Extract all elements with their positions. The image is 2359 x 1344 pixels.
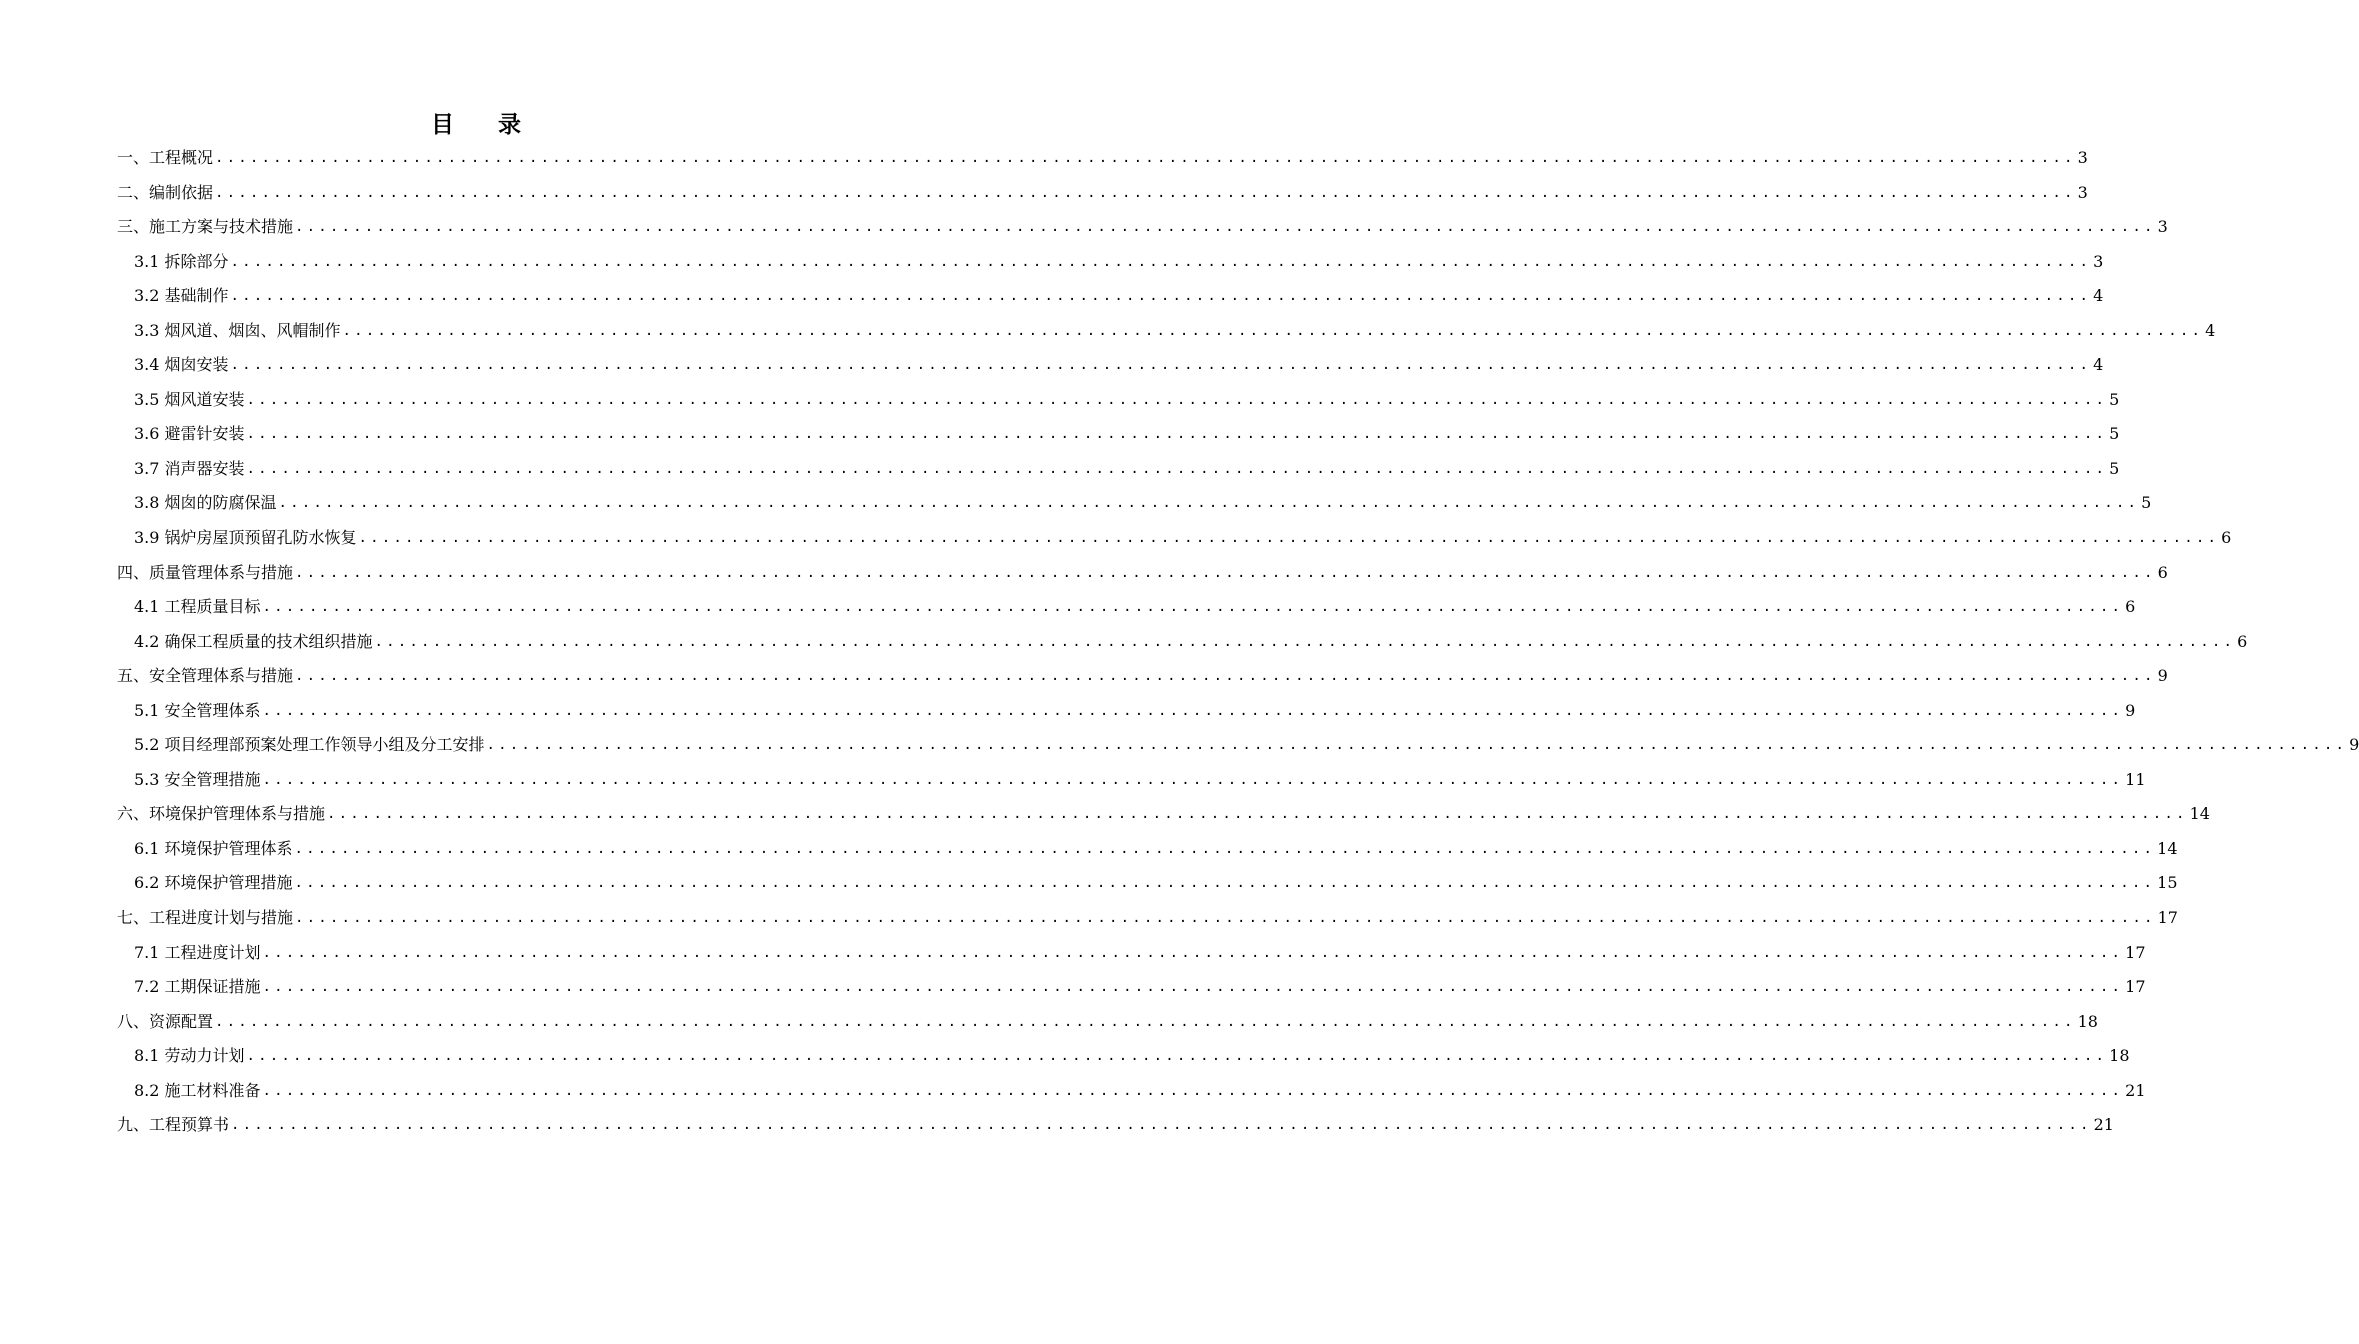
toc-entry-page-number: 9 bbox=[2125, 700, 2136, 720]
toc-entry[interactable] bbox=[117, 1074, 2146, 1109]
toc-dot-leader: ................................................................................................................................................................ bbox=[230, 253, 2092, 270]
toc-dot-leader: ................................................................................................................................................................ bbox=[246, 391, 2108, 408]
toc-entry[interactable] bbox=[117, 314, 2216, 349]
toc-dot-leader: ................................................................................................................................................................ bbox=[358, 530, 2220, 547]
toc-entry-page-number: 6 bbox=[2125, 597, 2136, 617]
toc-entry-page-number: 14 bbox=[2189, 804, 2210, 824]
toc-entry-page-number: 5 bbox=[2141, 493, 2152, 513]
toc-dot-leader: ................................................................................................................................................................ bbox=[231, 1117, 2092, 1134]
toc-entry-label: 6.1 环境保护管理体系 bbox=[134, 838, 293, 858]
toc-entry-page-number: 6 bbox=[2237, 631, 2248, 651]
toc-entry-page-number: 18 bbox=[2109, 1046, 2130, 1066]
toc-entry-page-number: 3 bbox=[2077, 148, 2088, 167]
toc-entry[interactable] bbox=[117, 901, 2178, 936]
toc-entry-page-number: 9 bbox=[2157, 666, 2168, 686]
toc-entry[interactable] bbox=[117, 279, 2104, 314]
toc-entry-page-number: 11 bbox=[2125, 769, 2146, 789]
toc-entry[interactable] bbox=[117, 832, 2178, 867]
toc-entry-label: 8.2 施工材料准备 bbox=[134, 1080, 261, 1100]
toc-dot-leader: ................................................................................................................................................................ bbox=[215, 184, 2076, 201]
toc-dot-leader: ................................................................................................................................................................ bbox=[262, 1082, 2124, 1099]
toc-dot-leader: ................................................................................................................................................................ bbox=[295, 564, 2156, 581]
toc-entry-label: 五、安全管理体系与措施 bbox=[117, 666, 294, 686]
toc-entry[interactable] bbox=[117, 486, 2152, 521]
toc-entry-label: 六、环境保护管理体系与措施 bbox=[117, 804, 326, 824]
toc-entry[interactable] bbox=[117, 1039, 2130, 1074]
toc-entry-page-number: 18 bbox=[2077, 1011, 2098, 1031]
toc-entry-page-number: 3 bbox=[2093, 251, 2104, 271]
toc-entry[interactable] bbox=[117, 1108, 2114, 1143]
toc-entry[interactable] bbox=[117, 521, 2232, 556]
toc-dot-leader: ................................................................................................................................................................ bbox=[230, 357, 2092, 374]
toc-entry-label: 3.1 拆除部分 bbox=[134, 251, 229, 271]
toc-entry-label: 5.3 安全管理措施 bbox=[134, 769, 261, 789]
toc-entry-label: 3.8 烟囱的防腐保温 bbox=[134, 493, 277, 513]
toc-entry-page-number: 5 bbox=[2109, 424, 2120, 444]
toc-entry-page-number: 14 bbox=[2157, 838, 2178, 858]
toc-entry-label: 6.2 环境保护管理措施 bbox=[134, 873, 293, 893]
toc-dot-leader: ................................................................................................................................................................ bbox=[342, 322, 2204, 339]
toc-dot-leader: ................................................................................................................................................................ bbox=[374, 633, 2236, 650]
toc-entry-page-number: 6 bbox=[2157, 562, 2168, 582]
toc-entry-label: 一、工程概况 bbox=[117, 148, 214, 167]
toc-entry[interactable] bbox=[117, 210, 2168, 245]
toc-entry[interactable] bbox=[117, 936, 2146, 971]
toc-dot-leader: ................................................................................................................................................................ bbox=[262, 979, 2124, 996]
toc-entry[interactable] bbox=[117, 625, 2248, 660]
toc-entry-label: 5.2 项目经理部预案处理工作领导小组及分工安排 bbox=[134, 735, 485, 755]
toc-dot-leader: ................................................................................................................................................................ bbox=[215, 150, 2076, 166]
toc-dot-leader: ................................................................................................................................................................ bbox=[295, 910, 2156, 927]
toc-entry[interactable] bbox=[117, 556, 2168, 591]
toc-entry-label: 3.4 烟囱安装 bbox=[134, 355, 229, 375]
toc-dot-leader: ................................................................................................................................................................ bbox=[262, 771, 2124, 788]
toc-entry-label: 7.2 工期保证措施 bbox=[134, 977, 261, 997]
toc-entry-label: 四、质量管理体系与措施 bbox=[117, 562, 294, 582]
toc-dot-leader: ................................................................................................................................................................ bbox=[246, 460, 2108, 477]
toc-list bbox=[117, 141, 2359, 1143]
toc-entry-label: 4.2 确保工程质量的技术组织措施 bbox=[134, 631, 373, 651]
toc-entry[interactable] bbox=[117, 141, 2088, 176]
toc-entry-label: 3.5 烟风道安装 bbox=[134, 389, 245, 409]
toc-entry[interactable] bbox=[117, 728, 2359, 763]
toc-entry[interactable] bbox=[117, 659, 2168, 694]
toc-entry-page-number: 15 bbox=[2157, 873, 2178, 893]
toc-dot-leader: ................................................................................................................................................................ bbox=[295, 668, 2156, 685]
toc-entry-label: 八、资源配置 bbox=[117, 1011, 214, 1031]
toc-entry[interactable] bbox=[117, 348, 2104, 383]
toc-entry-page-number: 21 bbox=[2125, 1080, 2146, 1100]
toc-entry[interactable] bbox=[117, 176, 2088, 211]
toc-dot-leader: ................................................................................................................................................................ bbox=[262, 599, 2124, 616]
toc-entry-label: 三、施工方案与技术措施 bbox=[117, 217, 294, 237]
toc-entry[interactable] bbox=[117, 970, 2146, 1005]
toc-dot-leader: ................................................................................................................................................................ bbox=[215, 1013, 2076, 1030]
toc-dot-leader: ................................................................................................................................................................ bbox=[486, 737, 2348, 754]
toc-dot-leader: ................................................................................................................................................................ bbox=[294, 840, 2156, 857]
toc-entry-page-number: 5 bbox=[2109, 389, 2120, 409]
toc-entry[interactable] bbox=[117, 763, 2146, 798]
toc-title: 目 录 bbox=[430, 111, 539, 138]
toc-entry-label: 8.1 劳动力计划 bbox=[134, 1046, 245, 1066]
toc-entry[interactable] bbox=[117, 866, 2178, 901]
toc-entry-page-number: 21 bbox=[2093, 1115, 2114, 1135]
toc-entry[interactable] bbox=[117, 383, 2120, 418]
toc-entry-label: 3.2 基础制作 bbox=[134, 286, 229, 306]
toc-dot-leader: ................................................................................................................................................................ bbox=[246, 426, 2108, 443]
toc-entry-label: 4.1 工程质量目标 bbox=[134, 597, 261, 617]
toc-entry[interactable] bbox=[117, 797, 2210, 832]
toc-entry-page-number: 17 bbox=[2125, 977, 2146, 997]
toc-entry-page-number: 4 bbox=[2093, 286, 2104, 306]
toc-entry-page-number: 5 bbox=[2109, 458, 2120, 478]
toc-entry[interactable] bbox=[117, 694, 2136, 729]
toc-entry-label: 5.1 安全管理体系 bbox=[134, 700, 261, 720]
toc-dot-leader: ................................................................................................................................................................ bbox=[262, 944, 2124, 961]
toc-entry-label: 3.7 消声器安装 bbox=[134, 458, 245, 478]
toc-entry-page-number: 3 bbox=[2157, 217, 2168, 237]
toc-entry-label: 二、编制依据 bbox=[117, 182, 214, 202]
toc-entry-label: 七、工程进度计划与措施 bbox=[117, 908, 294, 928]
toc-entry-page-number: 4 bbox=[2093, 355, 2104, 375]
toc-entry-page-number: 3 bbox=[2077, 182, 2088, 202]
toc-entry-page-number: 4 bbox=[2205, 320, 2216, 340]
toc-dot-leader: ................................................................................................................................................................ bbox=[278, 495, 2140, 512]
toc-entry-page-number: 17 bbox=[2125, 942, 2146, 962]
toc-dot-leader: ................................................................................................................................................................ bbox=[327, 806, 2188, 823]
toc-entry[interactable] bbox=[117, 590, 2136, 625]
toc-entry-label: 九、工程预算书 bbox=[117, 1115, 230, 1135]
toc-entry[interactable] bbox=[117, 452, 2120, 487]
toc-entry-label: 7.1 工程进度计划 bbox=[134, 942, 261, 962]
toc-entry-label: 3.9 锅炉房屋顶预留孔防水恢复 bbox=[134, 528, 357, 548]
toc-dot-leader: ................................................................................................................................................................ bbox=[230, 288, 2092, 305]
toc-entry-page-number: 17 bbox=[2157, 908, 2178, 928]
toc-entry[interactable] bbox=[117, 1005, 2098, 1040]
toc-dot-leader: ................................................................................................................................................................ bbox=[295, 219, 2156, 236]
toc-entry[interactable] bbox=[117, 245, 2104, 280]
toc-dot-leader: ................................................................................................................................................................ bbox=[262, 702, 2124, 719]
toc-dot-leader: ................................................................................................................................................................ bbox=[294, 875, 2156, 892]
toc-entry[interactable] bbox=[117, 417, 2120, 452]
toc-entry-page-number: 6 bbox=[2221, 528, 2232, 548]
toc-dot-leader: ................................................................................................................................................................ bbox=[246, 1048, 2108, 1065]
toc-entry-label: 3.6 避雷针安装 bbox=[134, 424, 245, 444]
toc-entry-label: 3.3 烟风道、烟囱、风帽制作 bbox=[134, 320, 341, 340]
toc-entry-page-number: 9 bbox=[2349, 735, 2359, 755]
